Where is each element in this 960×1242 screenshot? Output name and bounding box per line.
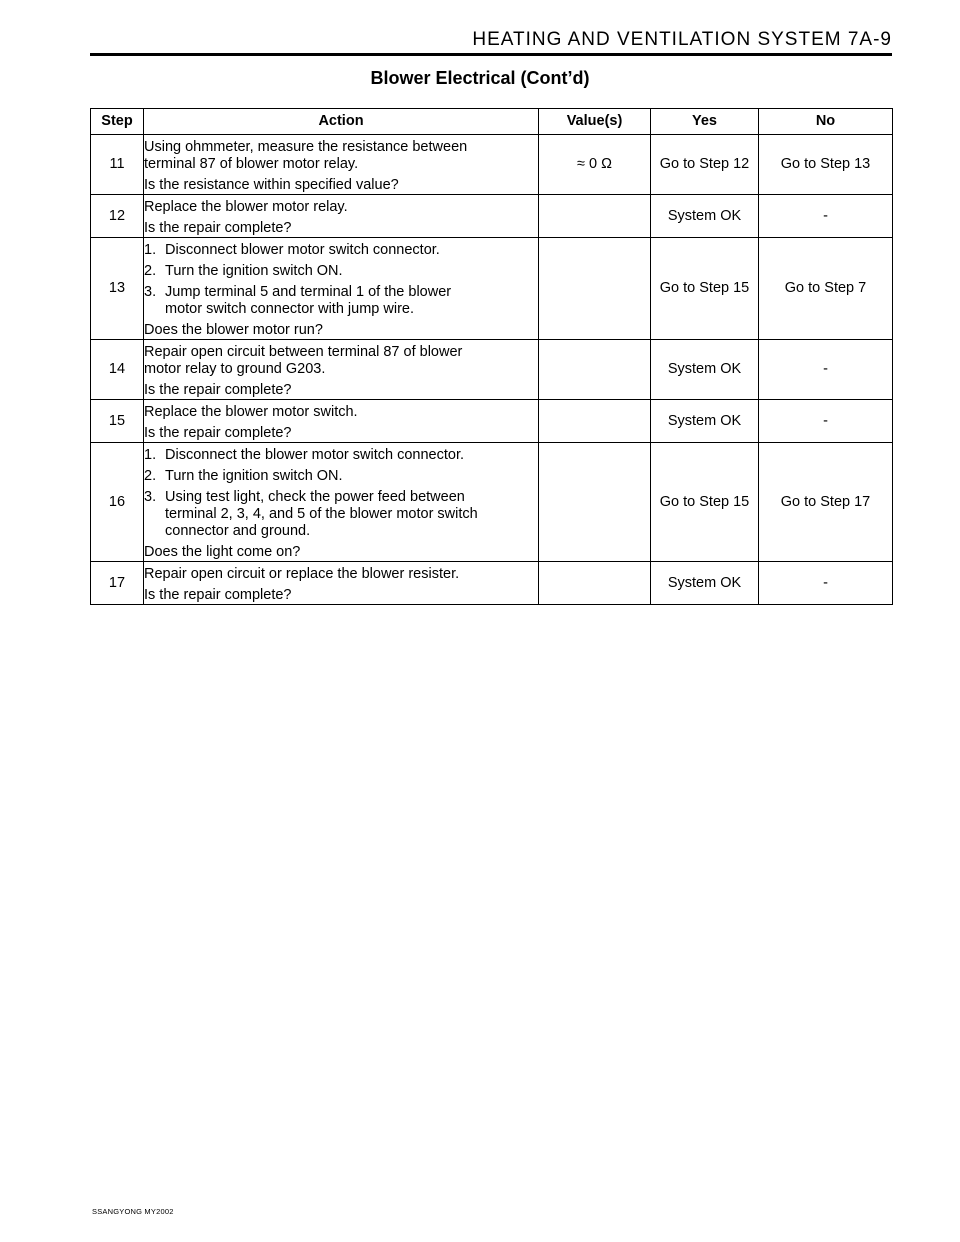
value-cell [539,443,651,562]
action-line [144,421,538,442]
no-cell: Go to Step 13 [759,135,893,195]
action-text: Is the repair complete? [144,382,292,398]
action-line [144,540,538,561]
value-cell [539,238,651,340]
action-text: Using ohmmeter, measure the resistance between [144,139,468,155]
no-cell: - [759,562,893,605]
column-header-yes: Yes [651,109,759,135]
step-item-number: 2. [144,468,157,484]
step-item-number: 3. [144,284,157,300]
step-item-number: 1. [144,447,157,463]
header-divider [90,53,892,56]
action-line [144,135,538,156]
action-cell [144,562,539,605]
action-text: Turn the ignition switch ON. [165,468,343,484]
action-text: Is the repair complete? [144,220,292,236]
action-line [144,259,538,280]
action-text: motor relay to ground G203. [144,361,326,377]
column-header-no: No [759,109,893,135]
table-header-row [91,109,893,135]
value-cell [539,195,651,238]
yes-cell: Go to Step 12 [651,135,759,195]
value-cell: ≈ 0 Ω [539,135,651,195]
action-text: Disconnect the blower motor switch connector. [165,447,464,463]
no-cell: Go to Step 7 [759,238,893,340]
action-text: Does the blower motor run? [144,322,323,338]
step-number: 11 [91,135,144,195]
action-line [144,280,538,301]
step-item-number: 2. [144,263,157,279]
yes-cell: Go to Step 15 [651,443,759,562]
column-header-action: Action [144,109,539,135]
value-cell [539,400,651,443]
table-row [91,340,893,400]
action-text: Using test light, check the power feed between [165,489,465,505]
step-number: 14 [91,340,144,400]
action-cell [144,135,539,195]
footer-text: SSANGYONG MY2002 [92,1207,174,1216]
action-line [144,301,538,318]
action-line [144,443,538,464]
action-cell [144,238,539,340]
action-text: Jump terminal 5 and terminal 1 of the blower [165,284,452,300]
step-item-number [144,523,165,540]
step-number: 12 [91,195,144,238]
action-line [144,523,538,540]
action-line [144,464,538,485]
table-row [91,443,893,562]
value-cell [539,340,651,400]
step-item-number: 3. [144,489,157,505]
value-cell [539,562,651,605]
action-text: Repair open circuit between terminal 87 of blower [144,344,463,360]
yes-cell: System OK [651,340,759,400]
action-text: Is the repair complete? [144,587,292,603]
table-row [91,562,893,605]
action-cell [144,340,539,400]
yes-cell: System OK [651,195,759,238]
table-row [91,238,893,340]
action-line [144,400,538,421]
action-line [144,238,538,259]
action-text: Is the repair complete? [144,425,292,441]
action-cell [144,400,539,443]
action-text: Is the resistance within specified value? [144,177,399,193]
table-body [91,135,893,605]
action-text: Replace the blower motor relay. [144,199,348,215]
action-line [144,195,538,216]
action-cell [144,443,539,562]
action-line [144,378,538,399]
action-text: Replace the blower motor switch. [144,404,358,420]
action-text: terminal 2, 3, 4, and 5 of the blower motor switch [165,506,478,522]
action-line [144,485,538,506]
action-text: Turn the ignition switch ON. [165,263,343,279]
step-number: 17 [91,562,144,605]
yes-cell: System OK [651,562,759,605]
step-number: 13 [91,238,144,340]
action-line [144,340,538,361]
action-text: Repair open circuit or replace the blower resister. [144,566,460,582]
no-cell: - [759,195,893,238]
action-line [144,562,538,583]
yes-cell: Go to Step 15 [651,238,759,340]
action-cell [144,195,539,238]
action-line [144,361,538,378]
action-text: terminal 87 of blower motor relay. [144,156,359,172]
action-line [144,156,538,173]
no-cell: Go to Step 17 [759,443,893,562]
table-row [91,195,893,238]
action-text: Does the light come on? [144,544,301,560]
column-header-values: Value(s) [539,109,651,135]
action-text: connector and ground. [165,523,311,539]
action-text: Disconnect blower motor switch connector. [165,242,440,258]
no-cell: - [759,400,893,443]
section-title: HEATING AND VENTILATION SYSTEM 7A-9 [472,29,892,50]
action-line [144,506,538,523]
action-line [144,173,538,194]
table-row [91,135,893,195]
step-item-number [144,506,165,523]
page-title: Blower Electrical (Cont’d) [370,68,590,88]
yes-cell: System OK [651,400,759,443]
action-text: motor switch connector with jump wire. [165,301,414,317]
table-row [91,400,893,443]
step-number: 15 [91,400,144,443]
action-line [144,318,538,339]
step-item-number [144,301,165,318]
column-header-step: Step [91,109,144,135]
step-number: 16 [91,443,144,562]
diagnostic-table [90,108,893,605]
action-line [144,216,538,237]
step-item-number: 1. [144,242,157,258]
action-line [144,583,538,604]
no-cell: - [759,340,893,400]
